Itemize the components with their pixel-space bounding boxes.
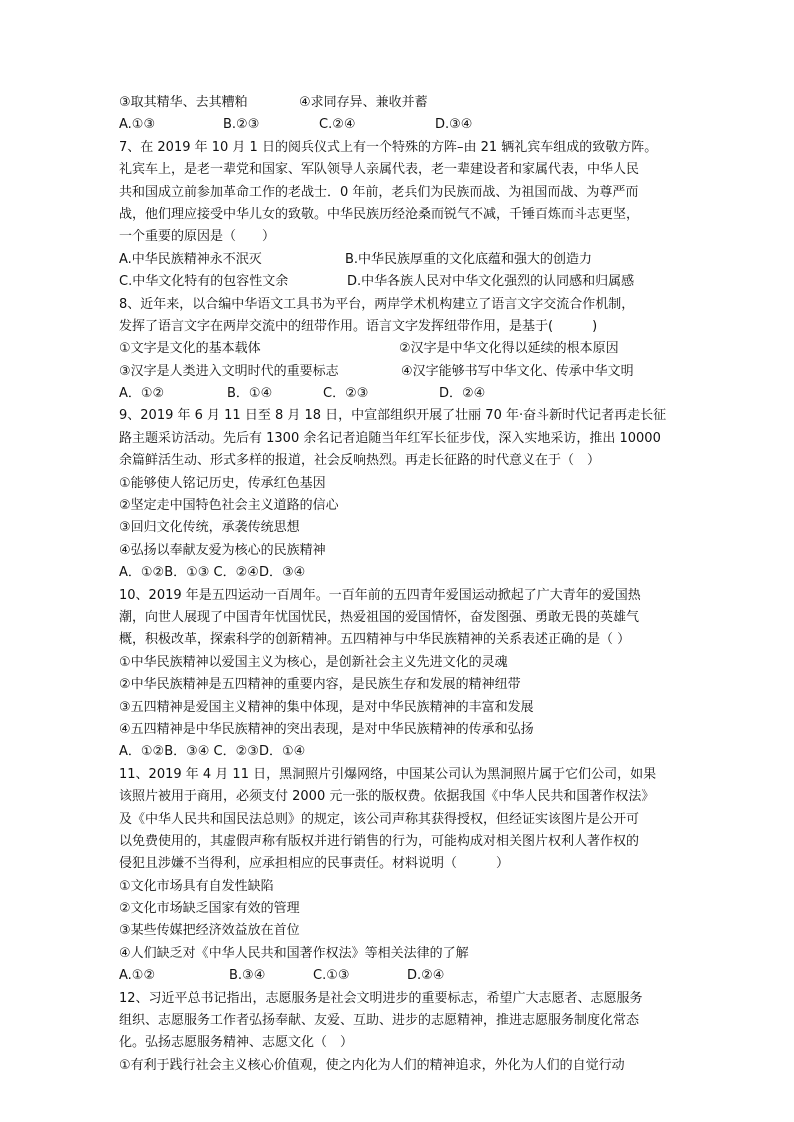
document-page [119,92,679,1077]
statement-1: ①文字是文化的基本载体 [119,341,261,357]
q10-text-line: 潮，向世人展现了中国青年忧国忧民，热爱祖国的爱国情怀，奋发图强、勇敢无畏的英雄气 [119,609,640,625]
option-a: A.中华民族精神永不泯灭 [119,251,262,267]
q10-statement: ②中华民族精神是五四精神的重要内容，是民族生存和发展的精神纽带 [119,677,521,693]
q11-text-line: 以免费使用的，其虚假声称有版权并进行销售的行为，可能构成对相关图片权利人著作权的 [119,833,640,849]
statement-3: ③取其精华、去其糟粕 [119,95,248,110]
q9-text-line: 余篇鲜活生动、形式多样的报道，社会反响热烈。再走长征路的时代意义在于（ ） [119,453,601,469]
q11-text-line: 11、2019 年 4 月 11 日，黑洞照片引爆网络，中国某公司认为黑洞照片属于它们公司，如果 [119,766,657,782]
q8-options [119,383,679,405]
q7-options-row [119,271,679,293]
q11-text-line: 及《中华人民共和国民法总则》的规定，该公司声称其获得授权，但经证实该图片是公开可 [119,811,640,827]
q12-statement: ①有利于践行社会主义核心价值观，使之内化为人们的精神追求，外化为人们的自觉行动 [119,1057,625,1073]
q8-statements-row [119,361,679,383]
q11-text-line: 该照片被用于商用，必须支付 2000 元一张的版权费。依据我国《中华人民共和国著作权法》 [119,789,655,805]
option-d: D.中华各族人民对中华文化强烈的认同感和归属感 [347,274,635,290]
statement-2: ②汉字是中华文化得以延续的根本原因 [399,341,619,357]
option-c: C.中华文化特有的包容性文余 [119,274,289,290]
q7-options-row [119,249,679,271]
option-b: B.②③ [223,117,260,133]
option-d: D．②④ [439,386,486,402]
option-d: D.②④ [407,968,445,984]
q7-text-line: 战，他们理应接受中华儿女的致敬。中华民族历经沧桑而锐气不减，千锤百炼而斗志更坚， [119,206,640,222]
option-b: B．①④ [227,386,273,402]
q11-text-line: 侵犯且涉嫌不当得利，应承担相应的民事责任。材料说明（ ） [119,856,510,872]
statement-4: ④汉字能够书写中华文化、传承中华文明 [401,363,634,379]
q10-statement: ④五四精神是中华民族精神的突出表现，是对中华民族精神的传承和弘扬 [119,721,534,737]
q11-options [119,965,679,987]
q7-text-line: 礼宾车上，是老一辈党和国家、军队领导人亲属代表，老一辈建设者和家属代表，中华人民 [119,162,640,178]
option-b: B.③④ [229,968,266,984]
q10-text-line: 概，积极改革，探索科学的创新精神。五四精神与中华民族精神的关系表述正确的是（ ） [119,632,631,648]
q6-options [119,114,679,136]
q12-text-line: 化。弘扬志愿服务精神、志愿文化（ ） [119,1035,354,1051]
q11-statement: ①文化市场具有自发性缺陷 [119,878,274,894]
q12-text-line: 组织、志愿服务工作者弘扬奉献、友爱、互助、进步的志愿精神，推进志愿服务制度化常态 [119,1013,640,1029]
q7-text-line: 7、在 2019 年 10 月 1 日的阅兵仪式上有一个特殊的方阵–由 21 辆礼宾车组成的致敬方阵。 [119,139,658,155]
statement-3: ③汉字是人类进入文明时代的重要标志 [119,363,339,379]
q7-text-line: 一个重要的原因是（ ） [119,229,276,245]
q12-text-line: 12、习近平总书记指出，志愿服务是社会文明进步的重要标志，希望广大志愿者、志愿服务 [119,990,643,1006]
option-c: C.②④ [319,117,356,133]
q10-statement: ①中华民族精神以爱国主义为核心，是创新社会主义先进文化的灵魂 [119,654,508,670]
q9-text-line: 路主题采访活动。先后有 1300 余名记者追随当年红军长征步伐，深入实地采访，推出 10000 [119,430,661,446]
q11-statement: ③某些传媒把经济效益放在首位 [119,923,300,939]
q9-options: A．①②B．①③ C．②④D．③④ [119,565,306,581]
q9-statement: ②坚定走中国特色社会主义道路的信心 [119,498,339,514]
q10-options: A．①②B．③④ C．②③D．①④ [119,744,306,760]
q9-text-line: 9、2019 年 6 月 11 日至 8 月 18 日，中宣部组织开展了壮丽 70 年·奋斗新时代记者再走长征 [119,408,667,424]
option-b: B.中华民族厚重的文化底蕴和强大的创造力 [345,251,593,267]
option-a: A.①③ [119,117,156,133]
q9-statement: ①能够使人铭记历史，传承红色基因 [119,475,326,491]
option-d: D.③④ [435,117,473,133]
q9-statement: ④弘扬以奉献友爱为核心的民族精神 [119,542,326,558]
q8-text-line: 发挥了语言文字在两岸交流中的纽带作用。语言文字发挥纽带作用，是基于( ) [119,318,598,334]
q6-statements-row [119,92,679,114]
q8-statements-row [119,338,679,360]
option-c: C．②③ [323,386,369,402]
q10-text-line: 10、2019 年是五四运动一百周年。一百年前的五四青年爱国运动掀起了广大青年的爱国热 [119,587,641,603]
q7-text-line: 共和国成立前参加革命工作的老战士．0 年前，老兵们为民族而战、为祖国而战、为尊严而 [119,184,639,200]
q11-statement: ④人们缺乏对《中华人民共和国著作权法》等相关法律的了解 [119,945,469,961]
option-a: A．①② [119,386,165,402]
q11-statement: ②文化市场缺乏国家有效的管理 [119,901,300,917]
q9-statement: ③回归文化传统，承袭传统思想 [119,520,300,536]
q8-text-line: 8、近年来，以合编中华语文工具书为平台，两岸学术机构建立了语言文字交流合作机制， [119,296,635,312]
option-a: A.①② [119,968,156,984]
statement-4: ④求同存异、兼收并蓄 [299,95,428,110]
option-c: C.①③ [313,968,350,984]
q10-statement: ③五四精神是爱国主义精神的集中体现，是对中华民族精神的丰富和发展 [119,699,534,715]
